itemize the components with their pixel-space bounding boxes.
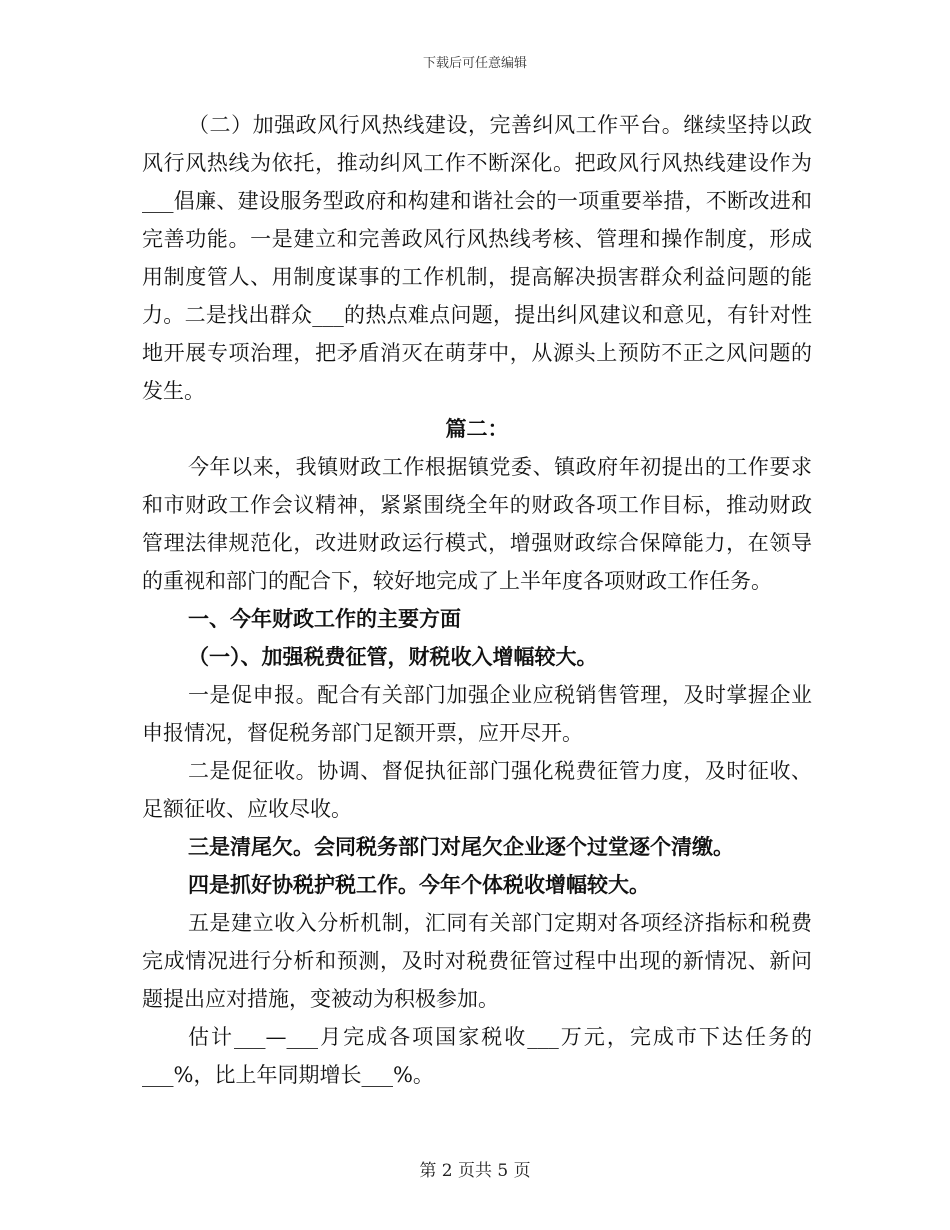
paragraph-item-2: 二是促征收。协调、督促执征部门强化税费征管力度，及时征收、足额征收、应收尽收。: [142, 759, 812, 821]
paragraph-item-5: 五是建立收入分析机制，汇同有关部门定期对各项经济指标和税费完成情况进行分析和预测，及时对税费征管过程中出现的新情况、新问题提出应对措施，变被动为积极参加。: [142, 911, 812, 1011]
paragraph-section-two: （二）加强政风行风热线建设，完善纠风工作平台。继续坚持以政风行风热线为依托，推动纠风工作不断深化。把政风行风热线建设作为___倡廉、建设服务型政府和构建和谐社会的一项重要举措，不断改进和完善功能。一是建立和完善政风行风热线考核、管理和操作制度，形成用制度管人、用制度谋事的工作机制，提高解决损害群众利益问题的能力。二是找出群众___的热点难点问题，提出纠风建议和意见，有针对性地开展专项治理，把矛盾消灭在萌芽中，从源头上预防不正之风问题的发生。: [142, 113, 812, 403]
part-heading: 篇二：: [445, 416, 509, 441]
paragraph-item-4: 四是抓好协税护税工作。今年个体税收增幅较大。: [188, 872, 650, 897]
paragraph-item-3: 三是清尾欠。会同税务部门对尾欠企业逐个过堂逐个清缴。: [188, 834, 734, 859]
paragraph-item-1: 一是促申报。配合有关部门加强企业应税销售管理，及时掌握企业申报情况，督促税务部门足额开票，应开尽开。: [142, 683, 812, 745]
heading-main-aspects: 一、今年财政工作的主要方面: [188, 606, 461, 631]
heading-tax-collection: （一）、加强税费征管，财税收入增幅较大。: [188, 644, 598, 669]
paragraph-estimate: 估计___—___月完成各项国家税收___万元，完成市下达任务的___%，比上年同期增长___%。: [142, 1025, 812, 1087]
page-header: 下载后可任意编辑: [422, 56, 527, 71]
page-footer: 第 2 页共 5 页: [419, 1161, 531, 1181]
document-body: [142, 106, 812, 1094]
paragraph-intro: 今年以来，我镇财政工作根据镇党委、镇政府年初提出的工作要求和市财政工作会议精神，紧紧围绕全年的财政各项工作目标，推动财政管理法律规范化，改进财政运行模式，增强财政综合保障能力，在领导的重视和部门的配合下，较好地完成了上半年度各项财政工作任务。: [142, 455, 812, 593]
